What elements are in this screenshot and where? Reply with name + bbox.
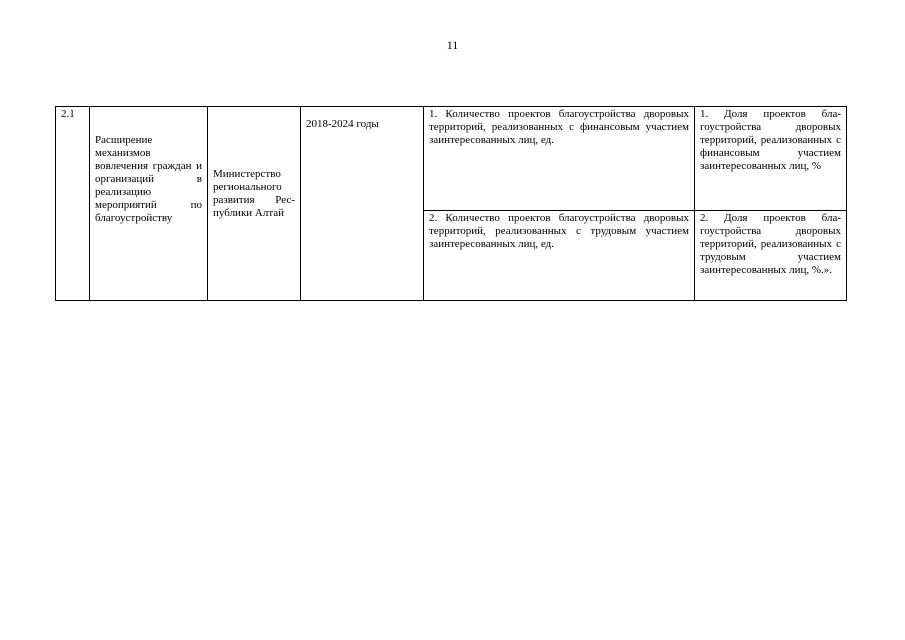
executor-cell xyxy=(208,107,301,301)
indicator-cell-1 xyxy=(424,107,695,211)
event-cell xyxy=(90,107,208,301)
page-number: 11 xyxy=(446,38,459,52)
result-text-2: 2. Доля проектов благоустройства дворовых территорий, реализованных с трудовым участием заинтересованных лиц, %.». xyxy=(700,212,841,276)
measures-table xyxy=(55,106,847,301)
result-cell-1 xyxy=(695,107,847,211)
row-number: 2.1 xyxy=(61,108,75,120)
result-cell-2 xyxy=(695,211,847,301)
indicator-text-2: 2. Количество проектов благоустройства дворовых территорий, реализованных с трудовым участием заинтересованных лиц, ед. xyxy=(429,212,689,250)
row-number-cell xyxy=(56,107,90,301)
event-text: Расширение механизмов вовлечения граждан и организаций в реализацию мероприятий по благоустройству xyxy=(95,134,202,224)
period-text: 2018-2024 годы xyxy=(306,118,379,130)
executor-text: Министерство регионального развития Республики Алтай xyxy=(213,168,295,219)
indicator-cell-2 xyxy=(424,211,695,301)
period-cell xyxy=(301,107,424,301)
indicator-text-1: 1. Количество проектов благоустройства дворовых территорий, реализованных с финансовым участием заинтересованных лиц, ед. xyxy=(429,108,689,146)
table-row xyxy=(56,107,847,211)
result-text-1: 1. Доля проектов благоустройства дворовых территорий, реализованных с финансовым участием заинтересованных лиц, % xyxy=(700,108,841,172)
